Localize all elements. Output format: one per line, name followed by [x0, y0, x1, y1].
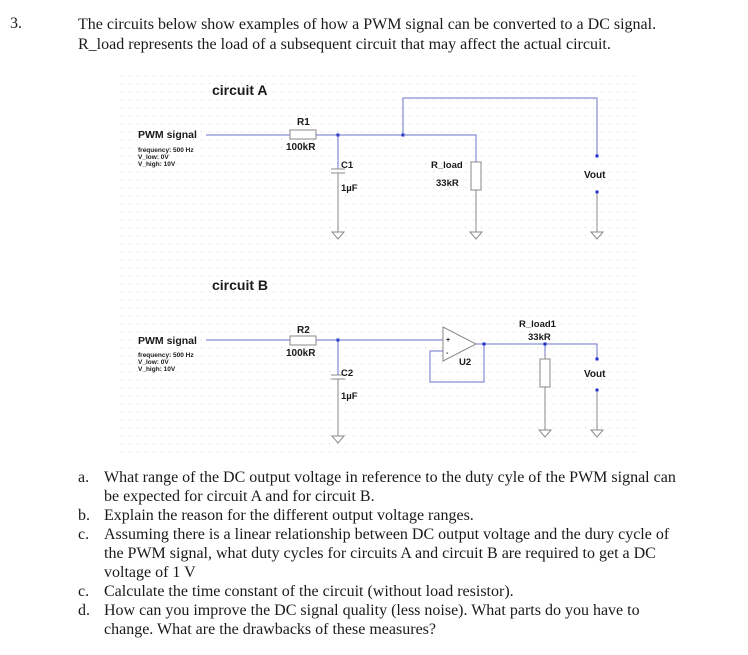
- circuit-a-resistor-name: R1: [297, 117, 310, 128]
- intro-line: The circuits below show examples of how a PWM signal can be converted to a DC signal.: [78, 16, 657, 33]
- item-line: voltage of 1 V: [104, 564, 196, 581]
- circuit-a-source-label: PWM signal: [138, 129, 197, 141]
- item-label: a.: [78, 469, 90, 486]
- item-line: the PWM signal, what duty cycles for circuits A and circuit B are required to get a DC: [104, 545, 656, 562]
- circuit-diagram: [118, 72, 638, 457]
- circuit-b-source-param: V_low: 0V: [138, 359, 169, 366]
- resistor-r-load: [471, 162, 481, 190]
- opamp-plus-sign: +: [446, 337, 451, 344]
- circuit-a-cap-name: C1: [341, 160, 354, 171]
- question-item: [78, 525, 743, 582]
- item-label: c.: [78, 526, 90, 543]
- circuit-a-load-name: R_load: [431, 160, 463, 171]
- item-label: c.: [78, 583, 90, 600]
- circuit-a-source-param: V_high: 10V: [138, 161, 176, 168]
- question-item: [78, 468, 743, 506]
- circuit-a-output-label: Vout: [584, 170, 606, 181]
- circuit-b-load-name: R_load1: [519, 319, 556, 330]
- opamp-name: U2: [459, 357, 472, 368]
- circuit-b-load-value: 33kR: [528, 332, 551, 343]
- question-item: [78, 582, 743, 601]
- intro-line: R_load represents the load of a subsequent circuit that may affect the actual circuit.: [78, 36, 611, 53]
- circuit-a-node: [596, 155, 599, 158]
- item-line: What range of the DC output voltage in reference to the duty cyle of the PWM signal can: [104, 469, 676, 486]
- item-line: Explain the reason for the different output voltage ranges.: [104, 507, 474, 524]
- question-number: 3.: [10, 15, 22, 32]
- circuit-b-resistor-value: 100kR: [286, 348, 316, 359]
- question-item: [78, 506, 743, 525]
- item-line: How can you improve the DC signal quality (less noise). What parts do you have to: [104, 602, 640, 619]
- circuit-a-cap-value: 1µF: [341, 183, 358, 194]
- circuit-b-cap-value: 1µF: [341, 391, 358, 402]
- item-label: b.: [78, 507, 90, 524]
- resistor-r-load1: [540, 359, 550, 387]
- question-item: [78, 601, 743, 639]
- circuit-a-load-value: 33kR: [436, 178, 459, 189]
- circuit-b-source-param: V_high: 10V: [138, 366, 176, 373]
- item-line: Calculate the time constant of the circuit (without load resistor).: [104, 583, 514, 600]
- circuit-a-resistor-value: 100kR: [286, 142, 316, 153]
- circuit-b-cap-name: C2: [341, 368, 354, 379]
- circuit-b-title: circuit B: [212, 277, 269, 293]
- resistor-r2: [290, 336, 316, 345]
- question-intro: [78, 15, 738, 55]
- circuit-a-source-param: V_low: 0V: [138, 154, 169, 161]
- item-line: Assuming there is a linear relationship between DC output voltage and the dury cycle of: [104, 526, 670, 543]
- circuit-a-source-param: frequency: 500 Hz: [138, 147, 194, 154]
- opamp-minus-sign: -: [446, 350, 449, 357]
- circuit-a-title: circuit A: [212, 82, 268, 98]
- circuit-b-node: [596, 358, 599, 361]
- circuit-b-node: [483, 343, 486, 346]
- item-line: be expected for circuit A and for circuit B.: [104, 488, 375, 505]
- resistor-r1: [290, 130, 316, 139]
- circuit-b-resistor-name: R2: [297, 325, 310, 336]
- circuit-b-source-param: frequency: 500 Hz: [138, 352, 194, 359]
- item-label: d.: [78, 602, 90, 619]
- circuit-b-output-label: Vout: [584, 369, 606, 380]
- circuit-b-source-label: PWM signal: [138, 335, 197, 347]
- question-items: [78, 468, 743, 639]
- item-line: change. What are the drawbacks of these measures?: [104, 621, 436, 638]
